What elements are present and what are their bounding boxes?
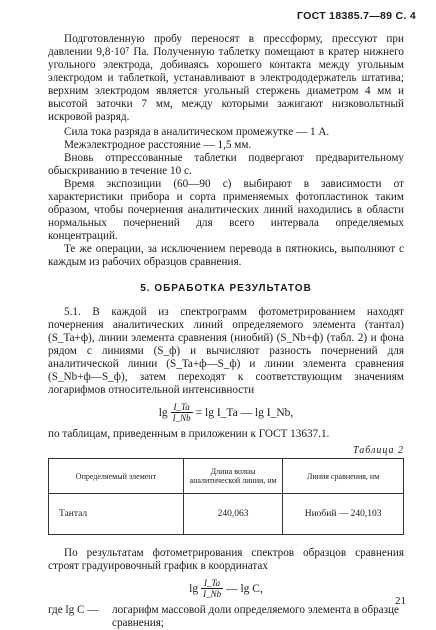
formula-coordinates [48,578,404,599]
table-cell-wavelength: 240,063 [183,494,282,535]
lines-table [48,458,404,535]
table-header-wavelength: Длина волны аналитической линии, нм [183,459,282,494]
document-header: ГОСТ 18385.7—89 С. 4 [297,10,416,22]
table-caption: Таблица 2 [353,445,404,456]
formula2-fraction [200,578,224,599]
paragraph-pressing: Подготовленную пробу переносят в прессформу, прессуют при давлении 9,8·10⁷ Па. Полученную таблетку помещают в кратер нижнего угольного электрода, добиваясь хорошего контакта между угольным электродом и таблеткой, устанавливают в электрододержатель штатива; верхним электродом является угольный стержень диаметром 4 мм и высотой заточки 7 мм, между которыми зажигают низковольтный искровой разряд. [48,33,404,123]
paragraph-5-1: 5.1. В каждой из спектрограмм фотометрированием находят почернения аналитических линий определяемого элемента (тантал) (S_Ta+ф), линии элемента сравнения (ниобий) (S_Nb+ф) (табл. 2) и фона рядом с линиями (S_ф) и вычисляют разность почернений для аналитической линии (S_Ta+ф—S_ф) и линии элемента сравнения (S_Nb+ф—S_ф), затем переходят к соответствующим значениям логарифмов относительной интенсивности [48,306,404,396]
formula-rhs: = lg I_Ta — lg I_Nb, [195,406,294,419]
formula2-lg: lg [189,582,199,595]
formula-lg: lg [158,406,168,419]
document-body [48,33,404,630]
paragraph-graph: По результатам фотометрирования спектров образцов сравнения строят градуировочный график в координатах [48,547,404,572]
page-number: 21 [395,595,406,607]
definition-label: где lg C — [48,604,99,616]
paragraph-gap: Межэлектродное расстояние — 1,5 мм. [64,139,252,151]
paragraph-current: Сила тока разряда в аналитическом промежутке — 1 А. [64,126,330,138]
table-header-comparison: Линия сравнения, нм [283,459,404,494]
paragraph-exposure: Время экспозиции (60—90 с) выбирают в зависимости от характеристики прибора и сорта применяемых фотопластинок таким образом, чтобы почернения аналитических линий находились в области нормальных почернений для всего интервала определяемых концентраций. [48,178,404,242]
definition-text: логарифм массовой доли определяемого элемента в образце сравнения; [112,604,400,629]
table-header-row [49,459,404,494]
table-cell-element: Тантал [49,494,184,535]
formula2-denominator: I_Nb [203,589,222,599]
formula2-numerator: I_Ta [201,578,223,589]
formula-fraction [170,402,194,423]
definition-block [48,604,404,630]
section-heading: 5. ОБРАБОТКА РЕЗУЛЬТАТОВ [140,283,312,294]
paragraph-same-operations: Те же операции, за исключением перевода в пятнокись, выполняют с каждым из рабочих образцов сравнения. [48,243,404,268]
table-row [49,494,404,535]
formula2-rhs: — lg C, [226,582,263,595]
table-cell-comparison: Ниобий — 240,103 [283,494,404,535]
formula-denominator: I_Nb [172,413,191,423]
paragraph-sparking: Вновь отпрессованные таблетки подвергают предварительному обыскриванию в течение 10 с. [48,152,404,177]
table-header-element: Определяемый элемент [49,459,184,494]
formula-relative-intensity [48,402,404,423]
formula-numerator: I_Ta [171,402,193,413]
paragraph-tables-reference: по таблицам, приведенным в приложении к ГОСТ 13637.1. [48,428,330,440]
